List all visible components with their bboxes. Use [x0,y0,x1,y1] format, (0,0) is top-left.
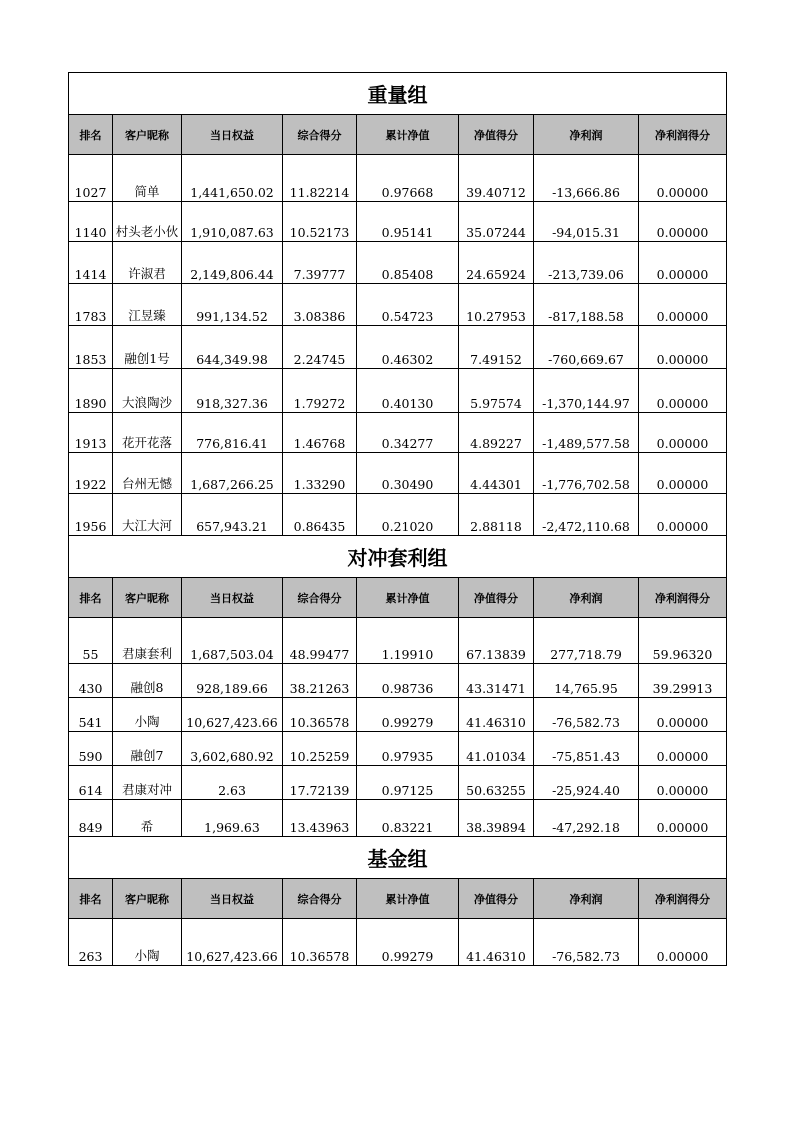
table-row [69,155,727,202]
cell-rank: 1140 [69,202,113,242]
cell-net-profit-score: 0.00000 [639,413,727,453]
cell-net-profit-score: 0.00000 [639,494,727,536]
column-header-nav-score: 净值得分 [459,115,534,155]
cell-nickname: 村头老小伙 [113,202,182,242]
cell-net-profit-score: 0.00000 [639,326,727,369]
cell-rank: 541 [69,698,113,732]
column-header-nav-score: 净值得分 [459,578,534,618]
cell-total-score: 10.36578 [283,919,357,966]
cell-net-profit-score: 0.00000 [639,800,727,837]
table-row [69,664,727,698]
cell-cum-nav: 0.85408 [357,242,459,284]
cell-net-profit-score: 0.00000 [639,453,727,494]
section-title: 重量组 [69,73,727,115]
cell-equity: 1,910,087.63 [182,202,283,242]
cell-total-score: 17.72139 [283,766,357,800]
section-title: 对冲套利组 [69,536,727,578]
cell-equity: 2.63 [182,766,283,800]
cell-nav-score: 39.40712 [459,155,534,202]
cell-equity: 657,943.21 [182,494,283,536]
cell-equity: 991,134.52 [182,284,283,326]
cell-net-profit: -817,188.58 [534,284,639,326]
cell-net-profit: -1,489,577.58 [534,413,639,453]
cell-net-profit: -25,924.40 [534,766,639,800]
cell-nav-score: 43.31471 [459,664,534,698]
cell-net-profit-score: 0.00000 [639,155,727,202]
column-header-nickname: 客户昵称 [113,879,182,919]
table-row [69,413,727,453]
table-row [69,284,727,326]
cell-cum-nav: 0.40130 [357,369,459,413]
column-header-cum-nav: 累计净值 [357,879,459,919]
section-title: 基金组 [69,837,727,879]
cell-cum-nav: 0.97125 [357,766,459,800]
column-header-net-profit: 净利润 [534,879,639,919]
cell-net-profit: -75,851.43 [534,732,639,766]
cell-total-score: 13.43963 [283,800,357,837]
cell-equity: 1,687,503.04 [182,618,283,664]
cell-cum-nav: 0.99279 [357,919,459,966]
cell-total-score: 0.86435 [283,494,357,536]
cell-net-profit-score: 0.00000 [639,919,727,966]
cell-total-score: 7.39777 [283,242,357,284]
cell-net-profit: -213,739.06 [534,242,639,284]
table-row [69,326,727,369]
cell-cum-nav: 0.98736 [357,664,459,698]
cell-net-profit: -76,582.73 [534,698,639,732]
cell-equity: 1,441,650.02 [182,155,283,202]
cell-nickname: 小陶 [113,698,182,732]
cell-nickname: 融创1号 [113,326,182,369]
cell-net-profit-score: 39.29913 [639,664,727,698]
cell-nav-score: 38.39894 [459,800,534,837]
cell-nickname: 江昱臻 [113,284,182,326]
cell-nav-score: 5.97574 [459,369,534,413]
cell-nickname: 许淑君 [113,242,182,284]
table-row [69,453,727,494]
cell-equity: 10,627,423.66 [182,919,283,966]
column-header-net-profit-score: 净利润得分 [639,578,727,618]
cell-nickname: 希 [113,800,182,837]
cell-nickname: 大浪陶沙 [113,369,182,413]
cell-net-profit-score: 0.00000 [639,242,727,284]
column-header-net-profit-score: 净利润得分 [639,879,727,919]
column-header-net-profit-score: 净利润得分 [639,115,727,155]
cell-rank: 1956 [69,494,113,536]
column-header-cum-nav: 累计净值 [357,115,459,155]
cell-nickname: 君康套利 [113,618,182,664]
table-row [69,800,727,837]
cell-nickname: 君康对冲 [113,766,182,800]
cell-net-profit: -1,776,702.58 [534,453,639,494]
header-row [69,879,727,919]
cell-nav-score: 41.46310 [459,698,534,732]
cell-cum-nav: 0.97935 [357,732,459,766]
section-title-row [69,837,727,879]
cell-rank: 1783 [69,284,113,326]
column-header-total-score: 综合得分 [283,879,357,919]
cell-net-profit-score: 0.00000 [639,732,727,766]
column-header-net-profit: 净利润 [534,115,639,155]
column-header-nav-score: 净值得分 [459,879,534,919]
cell-net-profit-score: 0.00000 [639,698,727,732]
cell-equity: 2,149,806.44 [182,242,283,284]
cell-rank: 55 [69,618,113,664]
column-header-cum-nav: 累计净值 [357,578,459,618]
cell-net-profit: 14,765.95 [534,664,639,698]
cell-nickname: 台州无憾 [113,453,182,494]
cell-nickname: 花开花落 [113,413,182,453]
cell-nav-score: 4.89227 [459,413,534,453]
table-row [69,732,727,766]
cell-cum-nav: 0.34277 [357,413,459,453]
cell-net-profit: -47,292.18 [534,800,639,837]
cell-cum-nav: 1.19910 [357,618,459,664]
cell-rank: 1913 [69,413,113,453]
cell-total-score: 3.08386 [283,284,357,326]
cell-total-score: 11.82214 [283,155,357,202]
header-row [69,578,727,618]
cell-total-score: 1.46768 [283,413,357,453]
cell-cum-nav: 0.83221 [357,800,459,837]
cell-cum-nav: 0.21020 [357,494,459,536]
cell-nav-score: 35.07244 [459,202,534,242]
cell-rank: 1027 [69,155,113,202]
cell-total-score: 1.33290 [283,453,357,494]
cell-net-profit: -760,669.67 [534,326,639,369]
cell-rank: 614 [69,766,113,800]
cell-net-profit-score: 0.00000 [639,766,727,800]
ranking-sheet [68,72,726,966]
cell-nav-score: 7.49152 [459,326,534,369]
cell-cum-nav: 0.95141 [357,202,459,242]
section-title-row [69,536,727,578]
column-header-total-score: 综合得分 [283,578,357,618]
cell-net-profit-score: 59.96320 [639,618,727,664]
table-row [69,766,727,800]
cell-rank: 1414 [69,242,113,284]
cell-equity: 644,349.98 [182,326,283,369]
column-header-total-score: 综合得分 [283,115,357,155]
table-row [69,242,727,284]
table-row [69,494,727,536]
cell-nav-score: 4.44301 [459,453,534,494]
cell-nickname: 大江大河 [113,494,182,536]
cell-equity: 918,327.36 [182,369,283,413]
table-row [69,369,727,413]
cell-nav-score: 50.63255 [459,766,534,800]
cell-rank: 849 [69,800,113,837]
cell-cum-nav: 0.30490 [357,453,459,494]
cell-nickname: 小陶 [113,919,182,966]
cell-total-score: 10.36578 [283,698,357,732]
cell-nav-score: 41.46310 [459,919,534,966]
cell-total-score: 48.99477 [283,618,357,664]
cell-total-score: 10.52173 [283,202,357,242]
cell-net-profit-score: 0.00000 [639,284,727,326]
cell-rank: 263 [69,919,113,966]
cell-nickname: 融创7 [113,732,182,766]
cell-nav-score: 67.13839 [459,618,534,664]
cell-equity: 928,189.66 [182,664,283,698]
cell-cum-nav: 0.97668 [357,155,459,202]
cell-cum-nav: 0.54723 [357,284,459,326]
cell-nav-score: 2.88118 [459,494,534,536]
cell-total-score: 38.21263 [283,664,357,698]
cell-cum-nav: 0.46302 [357,326,459,369]
cell-rank: 430 [69,664,113,698]
table-row [69,202,727,242]
cell-nav-score: 10.27953 [459,284,534,326]
table-row [69,618,727,664]
cell-rank: 1890 [69,369,113,413]
cell-net-profit: -94,015.31 [534,202,639,242]
header-row [69,115,727,155]
column-header-equity: 当日权益 [182,115,283,155]
ranking-table [68,72,727,966]
cell-cum-nav: 0.99279 [357,698,459,732]
cell-rank: 1853 [69,326,113,369]
cell-net-profit: -1,370,144.97 [534,369,639,413]
cell-net-profit-score: 0.00000 [639,202,727,242]
cell-rank: 1922 [69,453,113,494]
cell-nav-score: 24.65924 [459,242,534,284]
cell-total-score: 2.24745 [283,326,357,369]
column-header-rank: 排名 [69,879,113,919]
column-header-equity: 当日权益 [182,578,283,618]
cell-net-profit: -2,472,110.68 [534,494,639,536]
cell-rank: 590 [69,732,113,766]
column-header-net-profit: 净利润 [534,578,639,618]
cell-equity: 1,687,266.25 [182,453,283,494]
column-header-nickname: 客户昵称 [113,115,182,155]
cell-total-score: 1.79272 [283,369,357,413]
cell-net-profit: -76,582.73 [534,919,639,966]
cell-equity: 1,969.63 [182,800,283,837]
cell-nickname: 简单 [113,155,182,202]
cell-nav-score: 41.01034 [459,732,534,766]
section-title-row [69,73,727,115]
column-header-equity: 当日权益 [182,879,283,919]
column-header-rank: 排名 [69,115,113,155]
column-header-rank: 排名 [69,578,113,618]
cell-net-profit: -13,666.86 [534,155,639,202]
cell-equity: 776,816.41 [182,413,283,453]
table-row [69,919,727,966]
cell-total-score: 10.25259 [283,732,357,766]
cell-equity: 3,602,680.92 [182,732,283,766]
cell-net-profit: 277,718.79 [534,618,639,664]
column-header-nickname: 客户昵称 [113,578,182,618]
cell-nickname: 融创8 [113,664,182,698]
table-row [69,698,727,732]
cell-net-profit-score: 0.00000 [639,369,727,413]
cell-equity: 10,627,423.66 [182,698,283,732]
